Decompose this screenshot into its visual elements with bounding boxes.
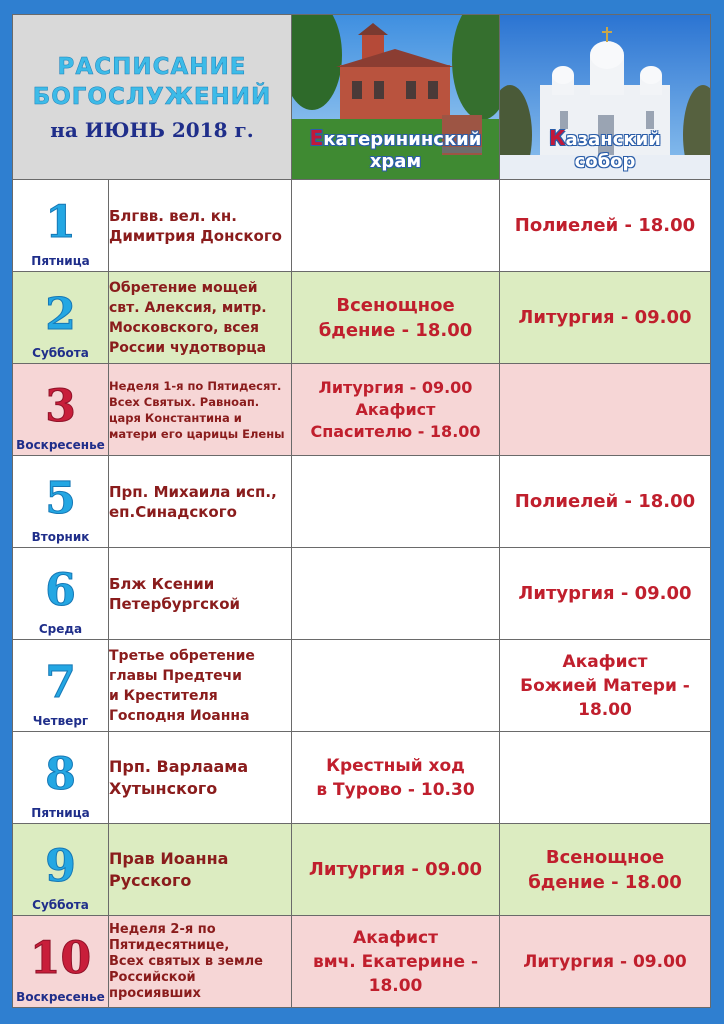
church2-service: Литургия - 09.00 [500,272,711,364]
date-cell [13,640,109,732]
title-block [13,15,292,180]
schedule-row [13,456,711,548]
weekday: Среда [38,622,83,636]
date-cell [13,824,109,916]
date-cell [13,180,109,272]
weekday: Пятница [31,254,90,268]
feast-text: Прп. Михаила исп., еп.Синадского [109,456,292,548]
church1-service [292,548,500,640]
church1-service [292,456,500,548]
schedule-row [13,180,711,272]
church1-service: Крестный ход в Турово - 10.30 [292,732,500,824]
schedule-row [13,732,711,824]
church2-service: Акафист Божией Матери - 18.00 [500,640,711,732]
church1-service [292,640,500,732]
date-cell [13,548,109,640]
date-cell [13,732,109,824]
day-number: 7 [45,656,76,708]
schedule-row [13,824,711,916]
schedule-row [13,548,711,640]
day-number: 5 [45,472,76,524]
day-number: 10 [29,932,92,984]
schedule-row [13,272,711,364]
date-cell [13,272,109,364]
church2-name: азанский [565,129,661,150]
schedule-table [12,14,711,1008]
church2-header [500,15,711,180]
church1-header [292,15,500,180]
title-line1: РАСПИСАНИЕ [57,54,247,80]
weekday: Пятница [31,806,90,820]
church1-initial: Е [309,126,324,150]
date-cell [13,364,109,456]
weekday: Четверг [32,714,89,728]
church2-service: Литургия - 09.00 [500,916,711,1008]
day-number: 9 [45,840,76,892]
day-number: 8 [45,748,76,800]
church1-label [292,127,499,173]
date-cell [13,916,109,1008]
day-number: 1 [45,196,76,248]
date-cell [13,456,109,548]
schedule-sheet [12,14,710,1008]
feast-text: Прп. Варлаама Хутынского [109,732,292,824]
church2-service [500,732,711,824]
feast-text: Третье обретение главы Предтечи и Крестителя Господня Иоанна [109,640,292,732]
church1-type: храм [369,151,422,172]
weekday: Воскресенье [16,990,105,1004]
church1-service: Литургия - 09.00 [292,824,500,916]
feast-text: Блж Ксении Петербургской [109,548,292,640]
feast-text: Блгвв. вел. кн. Димитрия Донского [109,180,292,272]
day-number: 2 [45,288,76,340]
church1-service: Всенощное бдение - 18.00 [292,272,500,364]
schedule-row [13,916,711,1008]
church2-service: Полиелей - 18.00 [500,180,711,272]
feast-text: Прав Иоанна Русского [109,824,292,916]
weekday: Суббота [32,346,89,360]
title-line2: БОГОСЛУЖЕНИЙ [32,84,272,110]
title-month: на ИЮНЬ 2018 г. [50,118,254,142]
church2-type: собор [574,151,636,172]
church2-service: Полиелей - 18.00 [500,456,711,548]
feast-text: Обретение мощей свт. Алексия, митр. Московского, всея России чудотворца [109,272,292,364]
feast-text: Неделя 1-я по Пятидесят. Всех Святых. Равноап. царя Константина и матери его царицы Елены [109,364,292,456]
church2-service [500,364,711,456]
day-number: 6 [45,564,76,616]
schedule-row [13,640,711,732]
church1-name: катерининский [323,129,482,150]
church2-initial: К [549,126,566,150]
schedule-row [13,364,711,456]
church2-label [500,127,710,173]
feast-text: Неделя 2-я по Пятидесятнице, Всех святых в земле Российской просиявших [109,916,292,1008]
weekday: Суббота [32,898,89,912]
church1-service: Акафист вмч. Екатерине - 18.00 [292,916,500,1008]
church1-service: Литургия - 09.00 Акафист Спасителю - 18.00 [292,364,500,456]
day-number: 3 [45,380,76,432]
weekday: Воскресенье [16,438,105,452]
weekday: Вторник [31,530,90,544]
church1-service [292,180,500,272]
church2-service: Всенощное бдение - 18.00 [500,824,711,916]
church2-service: Литургия - 09.00 [500,548,711,640]
header-row [13,15,711,180]
